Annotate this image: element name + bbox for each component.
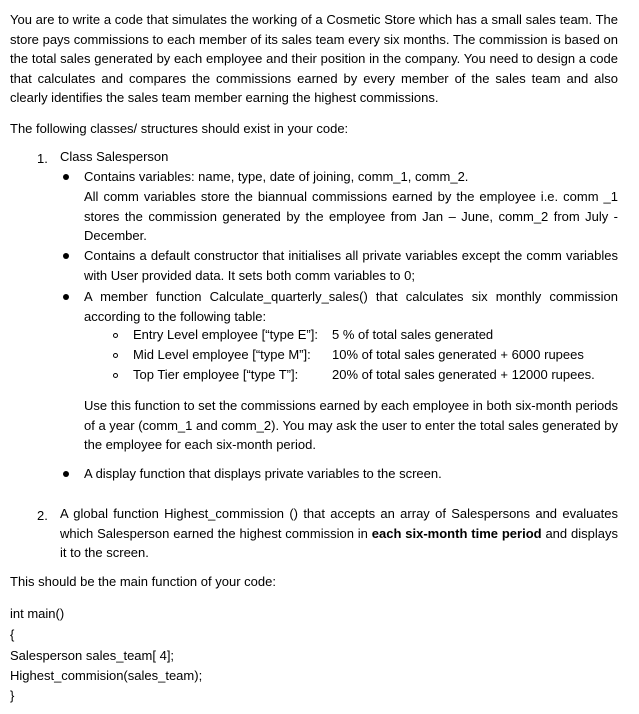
- bullet-icon: [63, 471, 69, 477]
- table-value-top: 20% of total sales generated + 12000 rupees.: [332, 367, 595, 382]
- bullet-variables: Contains variables: name, type, date of joining, comm_1, comm_2.: [84, 169, 469, 184]
- bullet-icon: [63, 174, 69, 180]
- table-value-entry: 5 % of total sales generated: [332, 327, 494, 342]
- item-2-number: 2.: [37, 508, 48, 523]
- bullet-member-function: A member function Calculate_quarterly_sales() that calculates six monthly commission according to the following table:: [84, 289, 618, 324]
- circle-bullet-icon: [113, 373, 118, 378]
- item-1-number: 1.: [37, 151, 48, 166]
- bullet-display: A display function that displays private variables to the screen.: [84, 466, 442, 481]
- bullet-icon: [63, 294, 69, 300]
- comm-note: All comm variables store the biannual commissions earned by the employee i.e. comm _1 stores the commission generated by the employee from Jan – June, comm_2 from July - December.: [84, 189, 618, 243]
- table-label-mid: Mid Level employee [“type M”]:: [133, 347, 311, 362]
- main-heading: This should be the main function of your code:: [10, 574, 276, 589]
- item-2-text: A global function Highest_commission () that accepts an array of Salespersons and evaluates which Salesperson earned the highest commission in each six-month time period and displays it to the screen.: [60, 506, 618, 560]
- circle-bullet-icon: [113, 353, 118, 358]
- bullet-constructor: Contains a default constructor that initialises all private variables except the comm variables with User provided data. It sets both comm variables to 0;: [84, 248, 618, 283]
- classes-heading: The following classes/ structures should exist in your code:: [10, 121, 349, 136]
- bullet-icon: [63, 253, 69, 259]
- code-line: {: [10, 627, 15, 642]
- table-label-top: Top Tier employee [“type T”]:: [133, 367, 299, 382]
- use-note: Use this function to set the commissions earned by each employee in both six-month periods of a year (comm_1 and comm_2). You may ask the user to enter the total sales generated by the employee for each six-month period.: [84, 398, 619, 452]
- code-line: }: [10, 688, 15, 703]
- circle-bullet-icon: [113, 333, 118, 338]
- code-line: Salesperson sales_team[ 4];: [10, 648, 175, 663]
- intro-paragraph: You are to write a code that simulates the working of a Cosmetic Store which has a small sales team. The store pays commissions to each member of its sales team every six months. The commission is based on the total sales generated by each employee and their position in the company. You need to design a code that calculates and compares the commissions earned by every member of the sales team and also clearly identifies the sales team member earning the highest commissions.: [10, 12, 618, 105]
- code-line: Highest_commision(sales_team);: [10, 668, 203, 683]
- table-value-mid: 10% of total sales generated + 6000 rupees: [332, 347, 584, 362]
- table-label-entry: Entry Level employee [“type E”]:: [133, 327, 318, 342]
- item-1-title: Class Salesperson: [60, 149, 169, 164]
- code-line: int main(): [10, 606, 65, 621]
